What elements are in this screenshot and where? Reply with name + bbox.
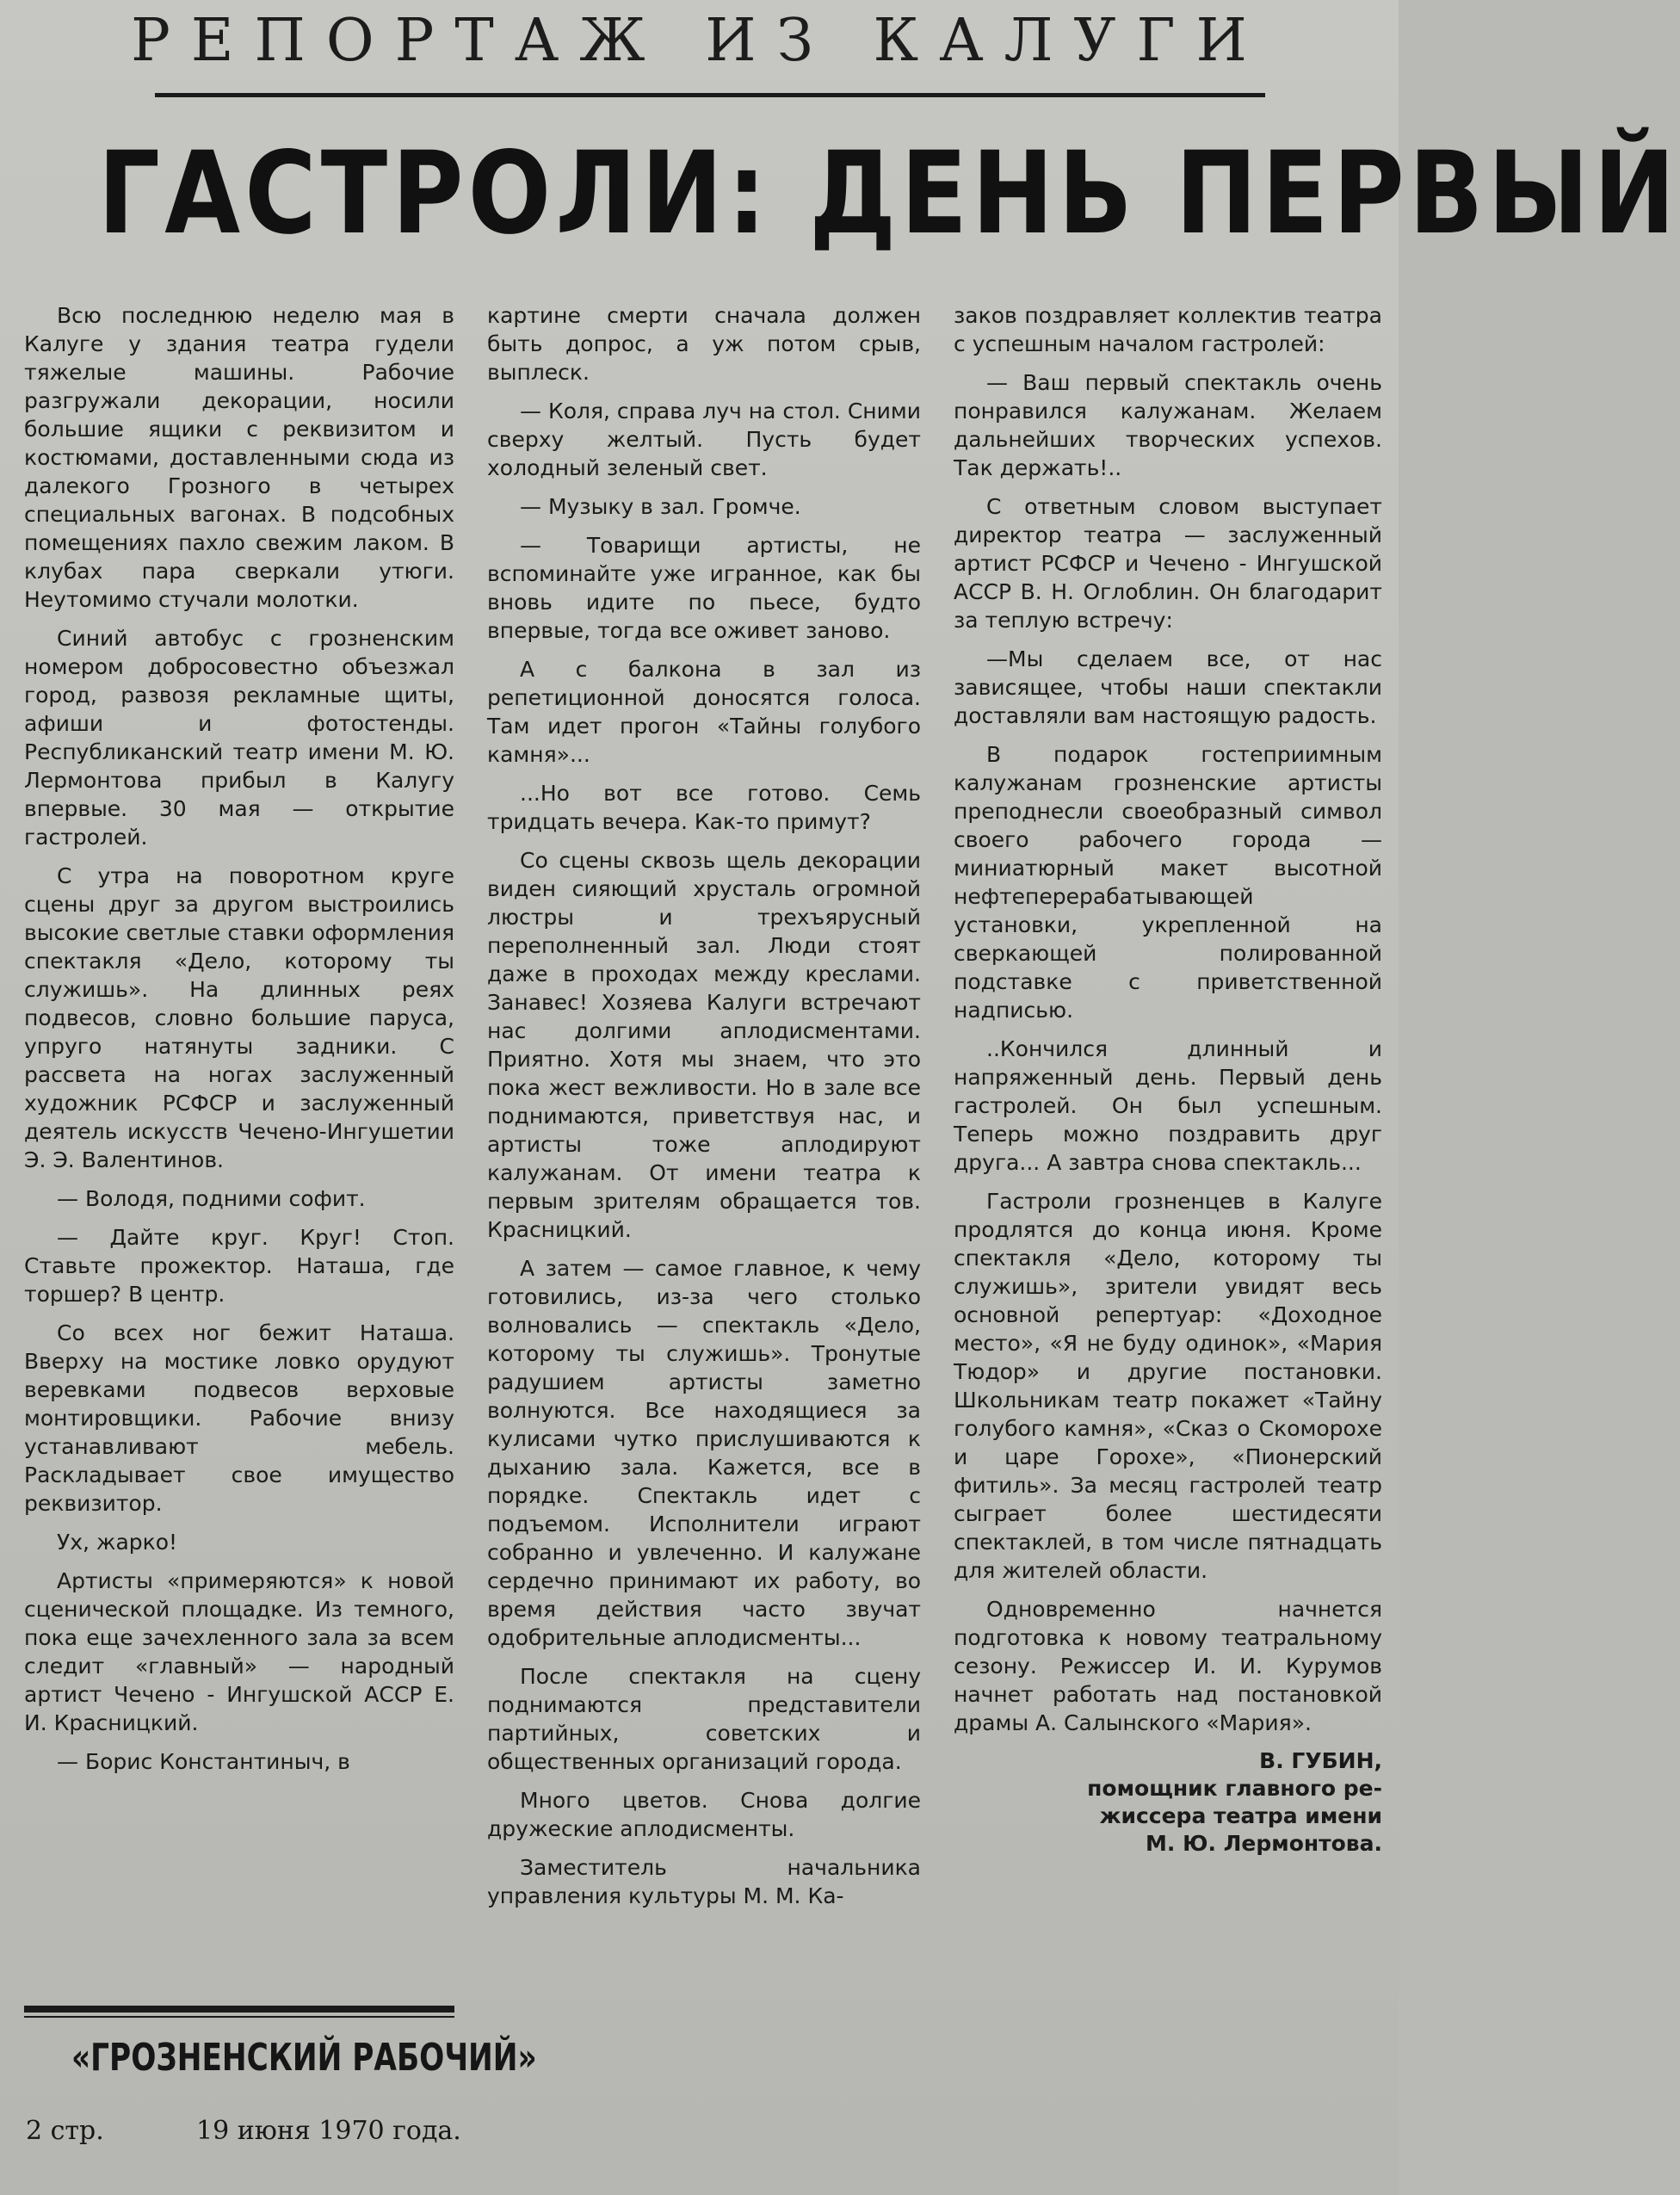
paragraph: ...Но вот все готово. Семь тридцать вечера. Как-то примут? (487, 781, 921, 834)
paragraph: А затем — самое главное, к чему готовились, из-за чего столько волновались — спектакль «Дело, которому ты служишь». Тронутые радушием артисты заметно волнуются. Все находящиеся за кулисами чутко прислушиваются к дыханию зала. Кажется, все в порядке. Спектакль идет с подъемом. Исполнители играют собранно и увлеченно. И калужане сердечно принимают их работу, во время действия часто звучат одобрительные аплодисменты... (487, 1256, 921, 1650)
paragraph: Гастроли грозненцев в Калуге продлятся до конца июня. Кроме спектакля «Дело, которому ты служишь», зрители увидят весь основной репертуар: «Доходное место», «Я не буду одинок», «Мария Тюдор» и другие постановки. Школьникам театр покажет «Тайну голубого камня», «Сказ о Скоморохе и царе Горохе», «Пионерский фитиль». За месяц гастролей театр сыграет более шестидесяти спектаклей, в том числе пятнадцать для жителей области. (954, 1189, 1382, 1583)
author-name: В. ГУБИН, (1259, 1748, 1382, 1773)
kicker-divider (155, 93, 1265, 97)
paragraph: Ух, жарко! (57, 1530, 178, 1555)
paragraph: Синий автобус с грозненским номером добросовестно объезжал город, развозя рекламные щиты, афиши и фотостенды. Республиканский театр имени М. Ю. Лермонтова прибыл в Калугу впервые. 30 мая — открытие гастролей. (24, 626, 454, 850)
section-kicker: РЕПОРТАЖ ИЗ КАЛУГИ (131, 7, 1268, 75)
paragraph: — Товарищи артисты, не вспоминайте уже игранное, как бы вновь идите по пьесе, будто впервые, тогда все оживет заново. (487, 533, 921, 643)
paragraph: После спектакля на сцену поднимаются представители партийных, советских и общественных организаций города. (487, 1664, 921, 1774)
paragraph: Заместитель начальника управления культуры М. М. Ка- (487, 1855, 921, 1908)
paragraph: — Музыку в зал. Громче. (520, 494, 801, 519)
article-headline: ГАСТРОЛИ: ДЕНЬ ПЕРВЫЙ (97, 127, 1680, 260)
paragraph: Со сцены сквозь щель декорации виден сияющий хрусталь огромной люстры и трехъярусный переполненный зал. Люди стоят даже в проходах между креслами. Занавес! Хозяева Калуги встречают нас долгими аплодисментами. Приятно. Хотя мы знаем, что это пока жест вежливости. Но в зале все поднимаются, приветствуя нас, и артисты тоже аплодируют калужанам. От имени театра к первым зрителям обращается тов. Красницкий. (487, 848, 921, 1242)
author-title: М. Ю. Лермонтова. (1146, 1831, 1382, 1856)
paragraph: Всю последнюю неделю мая в Калуге у здания театра гудели тяжелые машины. Рабочие разгружали декорации, носили большие ящики с реквизитом и костюмами, доставленными сюда из далекого Грозного в четырех специальных вагонах. В подсобных помещениях пахло свежим лаком. В клубах пара сверкали утюги. Неутомимо стучали молотки. (24, 303, 454, 612)
paragraph: — Коля, справа луч на стол. Сними сверху желтый. Пусть будет холодный зеленый свет. (487, 399, 921, 480)
paragraph: картине смерти сначала должен быть допрос, а уж потом срыв, выплеск. (487, 303, 921, 385)
paragraph: — Ваш первый спектакль очень понравился калужанам. Желаем дальнейших творческих успехов. Так держать!.. (954, 370, 1382, 480)
paragraph: — Дайте круг. Круг! Стоп. Ставьте прожектор. Наташа, где торшер? В центр. (24, 1225, 454, 1307)
paragraph: заков поздравляет коллектив театра с успешным началом гастролей: (954, 303, 1382, 356)
paragraph: Много цветов. Снова долгие дружеские аплодисменты. (487, 1788, 921, 1841)
paragraph: —Мы сделаем все, от нас зависящее, чтобы наши спектакли доставляли вам настоящую радость. (954, 646, 1382, 728)
publication-date: 19 июня 1970 года. (196, 2116, 461, 2146)
paragraph: — Володя, подними софит. (57, 1186, 366, 1211)
article-column-3 (954, 301, 1382, 1868)
author-title: помощник главного ре- (1087, 1776, 1382, 1801)
author-title: жиссера театра имени (1099, 1803, 1382, 1828)
paragraph: В подарок гостеприимным калужанам грозненские артисты преподнесли своеобразный символ своего рабочего города — миниатюрный макет высотной нефтеперерабатывающей установки, укрепленной на сверкающей полированной подставке с приветственной надписью. (954, 742, 1382, 1023)
article-column-1 (24, 301, 454, 1786)
paragraph: Артисты «примеряются» к новой сценической площадке. Из темного, пока еще зачехленного зала за всем следит «главный» — народный артист Чечено - Ингушской АССР Е. И. Красницкий. (24, 1568, 454, 1735)
source-divider (24, 2016, 454, 2018)
paragraph: А с балкона в зал из репетиционной доносятся голоса. Там идет прогон «Тайны голубого камня»... (487, 657, 921, 767)
paragraph: Со всех ног бежит Наташа. Вверху на мостике ловко орудуют веревками подвесов верховые монтировщики. Рабочие внизу устанавливают мебель. Раскладывает свое имущество реквизитор. (24, 1320, 454, 1516)
author-signature (954, 1747, 1382, 1858)
paragraph: ..Кончился длинный и напряженный день. Первый день гастролей. Он был успешным. Теперь можно поздравить друг друга... А завтра снова спектакль... (954, 1036, 1382, 1175)
paragraph: — Борис Константиныч, в (57, 1749, 350, 1774)
source-divider (24, 2006, 454, 2013)
paragraph: С утра на поворотном круге сцены друг за другом выстроились высокие светлые ставки оформления спектакля «Дело, которому ты служишь». На длинных реях подвесов, словно большие паруса, упруго натянуты задники. С рассвета на ногах заслуженный художник РСФСР и заслуженный деятель искусств Чечено-Ингушетии Э. Э. Валентинов. (24, 863, 454, 1172)
article-column-2 (487, 301, 921, 1920)
paragraph: Одновременно начнется подготовка к новому театральному сезону. Режиссер И. И. Курумов начнет работать над постановкой драмы А. Салынского «Мария». (954, 1597, 1382, 1735)
newspaper-name: «ГРОЗНЕНСКИЙ РАБОЧИЙ» (71, 2036, 537, 2080)
page-number: 2 стр. (26, 2116, 104, 2146)
paragraph: С ответным словом выступает директор театра — заслуженный артист РСФСР и Чечено - Ингушской АССР В. Н. Оглоблин. Он благодарит за теплую встречу: (954, 494, 1382, 633)
